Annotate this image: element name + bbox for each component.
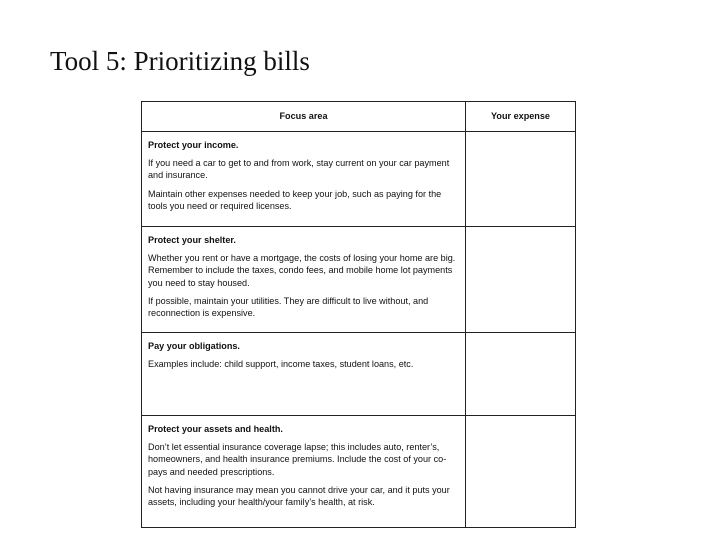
- focus-area-cell: [142, 132, 466, 227]
- focus-area-cell: [142, 416, 466, 528]
- your-expense-cell: [466, 416, 576, 528]
- your-expense-cell: [466, 132, 576, 227]
- section-paragraph: Whether you rent or have a mortgage, the costs of losing your home are big. Remember to include the taxes, condo fees, and mobile home lot payments you need to stay housed.: [148, 253, 456, 288]
- section-paragraph: Don’t let essential insurance coverage lapse; this includes auto, renter’s, homeowners, and health insurance premiums. Include the cost of your co-pays and needed prescriptions.: [148, 442, 447, 477]
- section-title: Protect your income.: [148, 140, 239, 150]
- prioritizing-bills-table: [141, 101, 576, 528]
- your-expense-cell: [466, 227, 576, 333]
- table-row: [142, 416, 576, 528]
- page-title: Tool 5: Prioritizing bills: [50, 46, 310, 76]
- section-paragraph: If possible, maintain your utilities. They are difficult to live without, and reconnection is expensive.: [148, 295, 429, 319]
- section-paragraph: Not having insurance may mean you cannot drive your car, and it puts your assets, including your health/your family’s health, at risk.: [148, 484, 450, 508]
- section-title: Protect your assets and health.: [148, 424, 283, 434]
- table-row: [142, 333, 576, 416]
- table-header-row: [142, 102, 576, 132]
- table-row: [142, 227, 576, 333]
- section-title: Protect your shelter.: [148, 235, 236, 245]
- focus-area-cell: [142, 333, 466, 416]
- focus-area-cell: [142, 227, 466, 333]
- focus-area-header: Focus area: [142, 102, 466, 132]
- table-row: [142, 132, 576, 227]
- section-paragraph: Examples include: child support, income taxes, student loans, etc.: [148, 359, 414, 370]
- section-paragraph: If you need a car to get to and from work, stay current on your car payment and insurance.: [148, 158, 450, 181]
- section-title: Pay your obligations.: [148, 341, 240, 351]
- section-paragraph: Maintain other expenses needed to keep your job, such as paying for the tools you need or required licenses.: [148, 188, 442, 211]
- your-expense-header: Your expense: [466, 102, 576, 132]
- your-expense-cell: [466, 333, 576, 416]
